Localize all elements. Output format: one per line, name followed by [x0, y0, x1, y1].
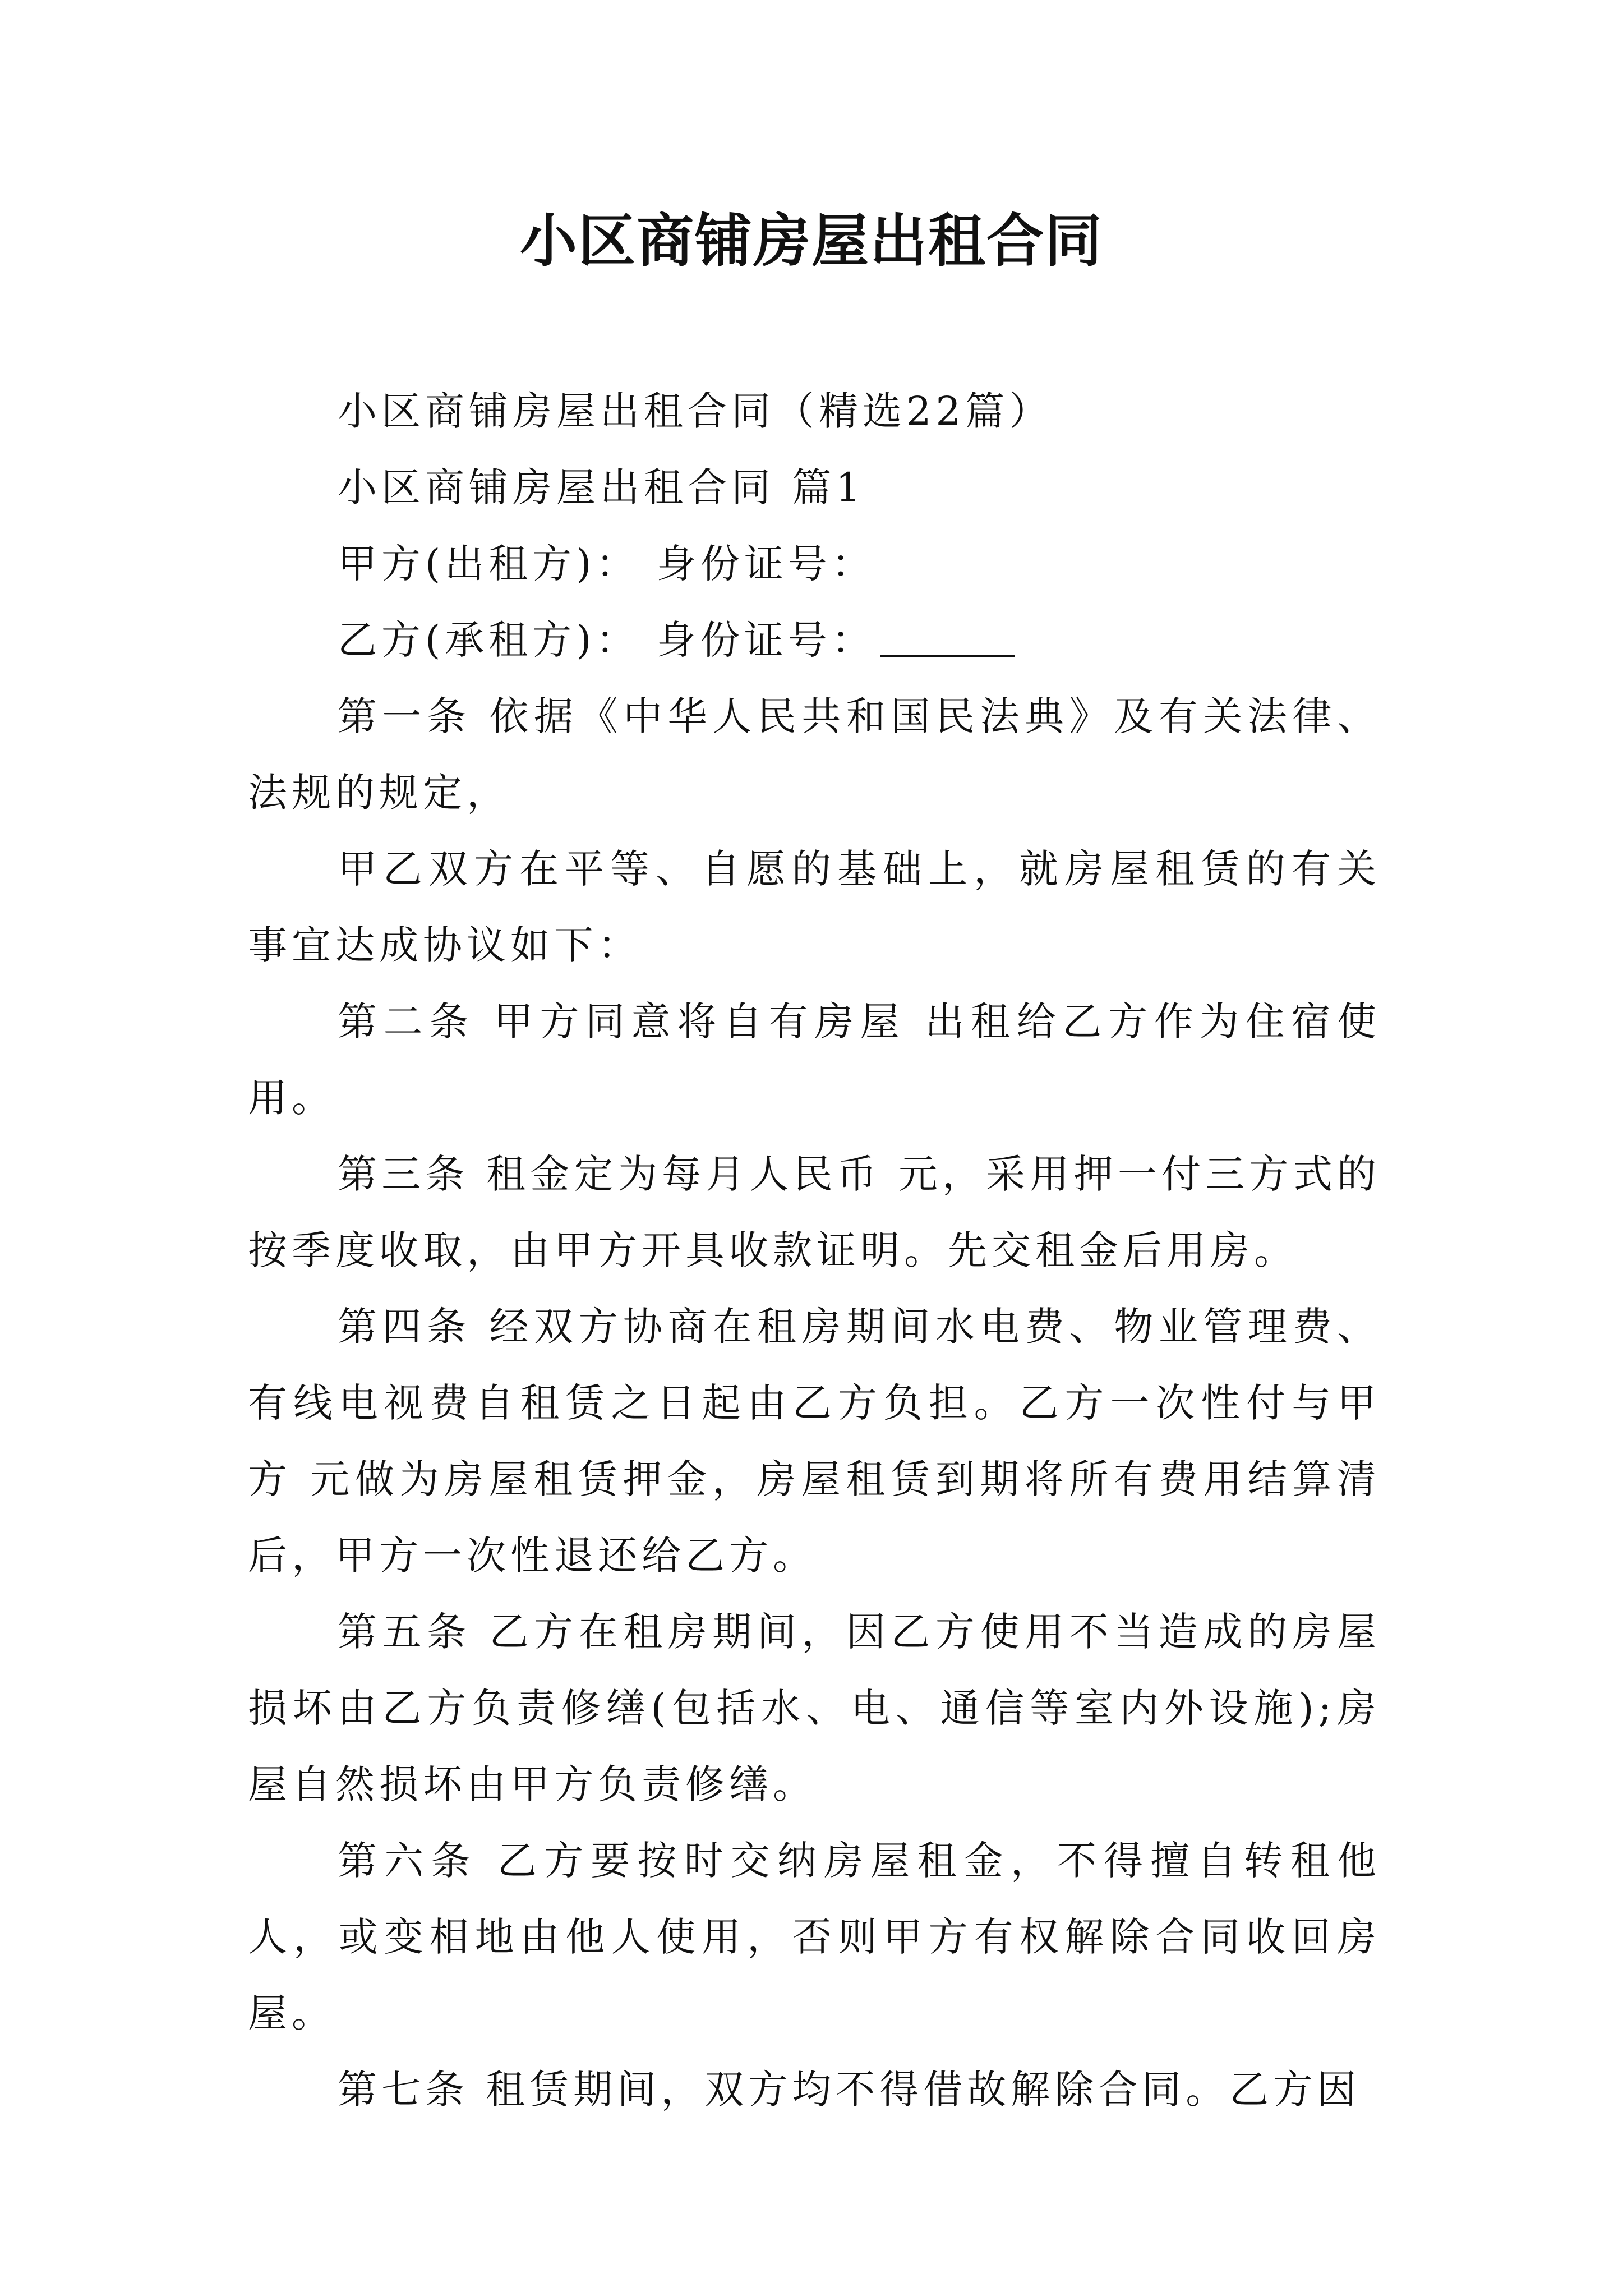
paragraph-subtitle: 小区商铺房屋出租合同（精选22篇）	[338, 388, 1053, 434]
paragraph-article-4: 第四条 经双方协商在租房期间水电费、物业管理费、有线电视费自租赁之日起由乙方负担。乙方一次性付与甲方 元做为房屋租赁押金，房屋租赁到期将所有费用结算清后，甲方一次性退还给乙方。	[248, 1304, 1381, 1579]
paragraph-article-1: 第一条 依据《中华人民共和国民法典》及有关法律、法规的规定，	[248, 693, 1381, 816]
id-number-blank-line	[880, 655, 1015, 657]
paragraph-party-b	[248, 602, 1381, 678]
paragraph-article-6: 第六条 乙方要按时交纳房屋租金，不得擅自转租他人，或变相地由他人使用，否则甲方有权解除合同收回房屋。	[248, 1838, 1381, 2036]
document-title: 小区商铺房屋出租合同	[520, 208, 1103, 275]
paragraph-section-heading: 小区商铺房屋出租合同 篇1	[338, 464, 865, 510]
paragraph-article-3: 第三条 租金定为每月人民币 元，采用押一付三方式的按季度收取，由甲方开具收款证明。先交租金后用房。	[248, 1151, 1381, 1273]
paragraph-article-2: 第二条 甲方同意将自有房屋 出租给乙方作为住宿使用。	[248, 999, 1381, 1121]
paragraph-article-5: 第五条 乙方在租房期间，因乙方使用不当造成的房屋损坏由乙方负责修缮(包括水、电、通信等室内外设施);房屋自然损坏由甲方负责修缮。	[248, 1609, 1381, 1807]
paragraph-party-a: 甲方(出租方)： 身份证号：	[338, 541, 875, 587]
paragraph-agreement-intro: 甲乙双方在平等、自愿的基础上，就房屋租赁的有关事宜达成协议如下：	[248, 846, 1381, 968]
party-b-text: 乙方(承租方)： 身份证号：	[338, 617, 875, 663]
document-body	[248, 373, 1381, 2128]
paragraph-article-7: 第七条 租赁期间，双方均不得借故解除合同。乙方因	[338, 2067, 1361, 2113]
